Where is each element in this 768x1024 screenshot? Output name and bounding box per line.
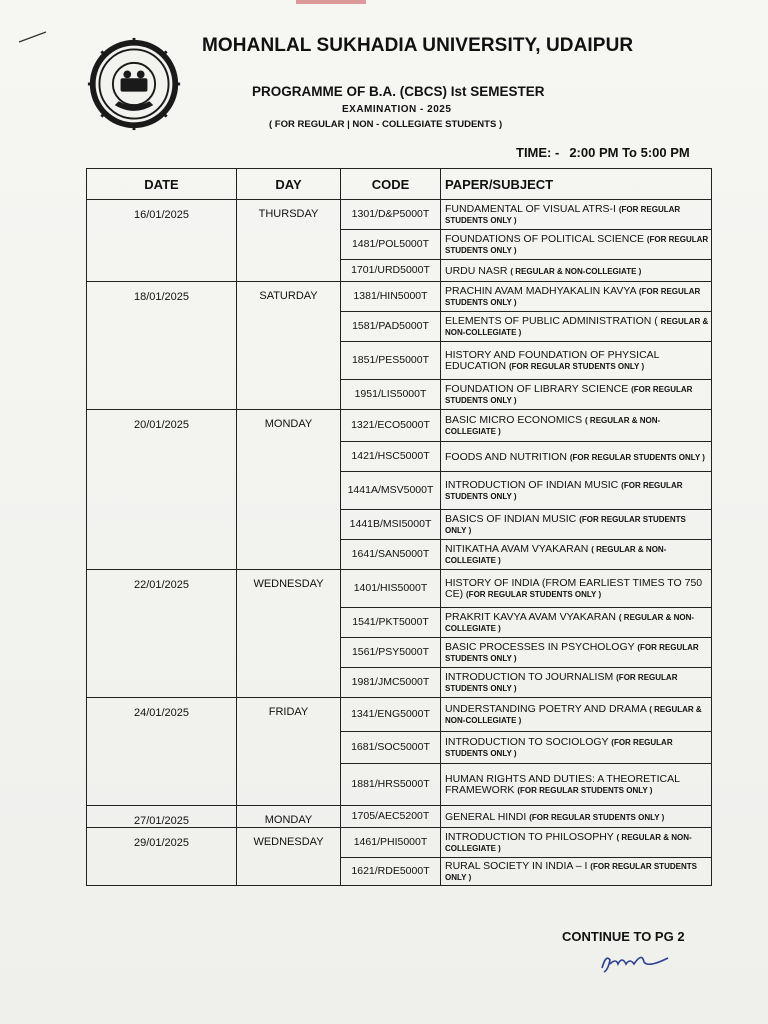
paper-note: (FOR REGULAR STUDENTS ONLY ) <box>445 481 683 501</box>
table-row <box>87 282 712 312</box>
paper-subject-cell <box>441 410 712 442</box>
university-title: MOHANLAL SUKHADIA UNIVERSITY, UDAIPUR <box>202 35 634 56</box>
paper-code-cell <box>341 668 441 698</box>
table-row <box>87 200 712 230</box>
paper-note: (FOR REGULAR STUDENTS ONLY ) <box>445 235 709 255</box>
exam-date: 24/01/2025 <box>87 698 237 806</box>
time-value: 2:00 PM To 5:00 PM <box>569 145 690 160</box>
paper-note: (FOR REGULAR STUDENTS ONLY ) <box>445 515 686 535</box>
table-header-row <box>87 169 712 200</box>
header-paper: PAPER/SUBJECT <box>441 169 712 200</box>
paper-subject: ELEMENTS OF PUBLIC ADMINISTRATION ( <box>445 315 658 327</box>
paper-note: (FOR REGULAR STUDENTS ONLY ) <box>445 862 697 882</box>
paper-note: (FOR REGULAR STUDENTS ONLY ) <box>529 812 665 822</box>
programme-title: PROGRAMME OF B.A. (CBCS) Ist SEMESTER <box>252 84 545 99</box>
table-row <box>87 806 712 828</box>
paper-note: ( REGULAR & NON-COLLEGIATE ) <box>445 705 702 725</box>
paper-code: 1381/HIN5000T <box>353 290 428 302</box>
exam-day: MONDAY <box>237 806 341 828</box>
table-row <box>87 828 712 858</box>
paper-code: 1705/AEC5200T <box>351 810 430 822</box>
paper-code: 1441A/MSV5000T <box>347 484 434 496</box>
paper-subject: FOUNDATIONS OF POLITICAL SCIENCE <box>445 233 644 245</box>
paper-subject: FOODS AND NUTRITION <box>445 450 567 463</box>
paper-code: 1541/PKT5000T <box>352 616 429 628</box>
paper-code-cell <box>341 200 441 230</box>
paper-note: REGULAR & NON-COLLEGIATE ) <box>445 317 709 337</box>
paper-note: (FOR REGULAR STUDENTS ONLY ) <box>445 205 681 225</box>
paper-code-cell <box>341 764 441 806</box>
paper-code: 1621/RDE5000T <box>351 865 430 877</box>
paper-subject: INTRODUCTION TO JOURNALISM <box>445 671 614 683</box>
paper-code: 1481/POL5000T <box>351 238 430 250</box>
paper-note: (FOR REGULAR STUDENTS ONLY ) <box>445 287 701 307</box>
paper-code-cell <box>341 472 441 510</box>
exam-day: SATURDAY <box>237 282 341 410</box>
paper-code-cell <box>341 570 441 608</box>
paper-subject: PRACHIN AVAM MADHYAKALIN KAVYA <box>445 285 636 297</box>
paper-note: (FOR REGULAR STUDENTS ONLY ) <box>445 738 673 758</box>
paper-note: ( REGULAR & NON-COLLEGIATE ) <box>445 545 667 565</box>
paper-code: 1321/ECO5000T <box>351 419 430 431</box>
table-row <box>87 410 712 442</box>
paper-subject-cell <box>441 638 712 668</box>
paper-subject: HUMAN RIGHTS AND DUTIES: A THEORETICAL FRAMEWORK <box>445 773 680 796</box>
exam-date: 29/01/2025 <box>87 828 237 886</box>
paper-code-cell <box>341 638 441 668</box>
paper-subject-cell <box>441 472 712 510</box>
paper-code: 1641/SAN5000T <box>351 548 430 560</box>
paper-subject-cell <box>441 260 712 282</box>
paper-code: 1981/JMC5000T <box>351 676 430 688</box>
top-edge-mark <box>296 0 366 4</box>
paper-code: 1301/D&P5000T <box>351 208 430 220</box>
paper-subject: PRAKRIT KAVYA AVAM VYAKARAN <box>445 611 616 623</box>
paper-code: 1581/PAD5000T <box>352 320 429 332</box>
paper-subject: GENERAL HINDI <box>445 810 527 823</box>
paper-subject: RURAL SOCIETY IN INDIA – I <box>445 860 588 872</box>
paper-code-cell <box>341 380 441 410</box>
paper-subject-cell <box>441 828 712 858</box>
paper-code: 1441B/MSI5000T <box>349 518 432 530</box>
schedule-body <box>87 200 712 886</box>
continue-note: CONTINUE TO PG 2 <box>562 929 685 944</box>
paper-subject-cell <box>441 200 712 230</box>
university-seal-icon <box>86 36 182 132</box>
paper-code-cell <box>341 698 441 732</box>
paper-code-cell <box>341 540 441 570</box>
paper-code: 1461/PHI5000T <box>353 836 428 848</box>
paper-code-cell <box>341 410 441 442</box>
paper-subject: HISTORY AND FOUNDATION OF PHYSICAL EDUCATION <box>445 349 660 372</box>
paper-note: (FOR REGULAR STUDENTS ONLY ) <box>445 385 693 405</box>
paper-subject-cell <box>441 282 712 312</box>
examination-label: EXAMINATION - 2025 <box>342 104 452 115</box>
exam-date: 20/01/2025 <box>87 410 237 570</box>
exam-day: FRIDAY <box>237 698 341 806</box>
paper-subject: UNDERSTANDING POETRY AND DRAMA <box>445 703 647 715</box>
exam-time <box>516 145 690 160</box>
paper-code: 1421/HSC5000T <box>351 450 430 462</box>
paper-code-cell <box>341 260 441 282</box>
paper-note: (FOR REGULAR STUDENTS ONLY ) <box>569 452 705 462</box>
exam-date: 18/01/2025 <box>87 282 237 410</box>
paper-subject-cell <box>441 806 712 828</box>
paper-subject: FOUNDATION OF LIBRARY SCIENCE <box>445 383 629 395</box>
paper-subject: INTRODUCTION TO PHILOSOPHY <box>445 831 614 843</box>
paper-subject-cell <box>441 540 712 570</box>
paper-subject: HISTORY OF INDIA (FROM EARLIEST TIMES TO 750 CE) <box>445 577 703 600</box>
paper-note: (FOR REGULAR STUDENTS ONLY ) <box>508 362 645 371</box>
paper-code-cell <box>341 282 441 312</box>
paper-code: 1951/LIS5000T <box>354 388 427 400</box>
paper-code-cell <box>341 806 441 828</box>
header-day: DAY <box>237 169 341 200</box>
exam-date: 16/01/2025 <box>87 200 237 282</box>
paper-note: (FOR REGULAR STUDENTS ONLY ) <box>466 590 602 599</box>
time-label: TIME: - <box>516 145 560 160</box>
paper-subject: INTRODUCTION TO SOCIOLOGY <box>445 736 609 748</box>
paper-subject: NITIKATHA AVAM VYAKARAN <box>445 543 589 555</box>
paper-subject-cell <box>441 230 712 260</box>
header-code: CODE <box>341 169 441 200</box>
paper-code-cell <box>341 732 441 764</box>
paper-subject-cell <box>441 570 712 608</box>
paper-code: 1681/SOC5000T <box>351 741 430 753</box>
paper-code: 1341/ENG5000T <box>351 708 430 720</box>
paper-subject-cell <box>441 732 712 764</box>
paper-subject-cell <box>441 858 712 886</box>
paper-subject: BASIC MICRO ECONOMICS <box>445 414 583 426</box>
paper-note: ( REGULAR & NON-COLLEGIATE ) <box>445 416 661 436</box>
paper-code-cell <box>341 442 441 472</box>
paper-subject-cell <box>441 380 712 410</box>
paper-code-cell <box>341 510 441 540</box>
exam-day: MONDAY <box>237 410 341 570</box>
paper-code-cell <box>341 858 441 886</box>
paper-subject-cell <box>441 668 712 698</box>
paper-subject: BASICS OF INDIAN MUSIC <box>445 513 577 525</box>
exam-date: 22/01/2025 <box>87 570 237 698</box>
paper-subject-cell <box>441 342 712 380</box>
paper-code: 1701/URD5000T <box>351 264 430 276</box>
paper-code-cell <box>341 342 441 380</box>
paper-subject-cell <box>441 698 712 732</box>
exam-schedule-table <box>86 168 712 886</box>
paper-note: (FOR REGULAR STUDENTS ONLY ) <box>445 643 699 663</box>
paper-code: 1851/PES5000T <box>351 354 430 366</box>
table-row <box>87 570 712 608</box>
paper-subject-cell <box>441 312 712 342</box>
paper-subject-cell <box>441 510 712 540</box>
paper-code-cell <box>341 828 441 858</box>
header-date: DATE <box>87 169 237 200</box>
paper-subject: BASIC PROCESSES IN PSYCHOLOGY <box>445 641 635 653</box>
paper-subject: INTRODUCTION OF INDIAN MUSIC <box>445 479 619 491</box>
paper-code-cell <box>341 230 441 260</box>
paper-code: 1401/HIS5000T <box>353 582 428 594</box>
exam-day: WEDNESDAY <box>237 570 341 698</box>
paper-subject: FUNDAMENTAL OF VISUAL ATRS-I <box>445 203 616 215</box>
exam-date: 27/01/2025 <box>87 806 237 828</box>
paper-note: (FOR REGULAR STUDENTS ONLY ) <box>445 673 678 693</box>
paper-code-cell <box>341 608 441 638</box>
pen-mark <box>18 30 48 44</box>
paper-subject-cell <box>441 608 712 638</box>
table-row <box>87 698 712 732</box>
paper-subject-cell <box>441 764 712 806</box>
paper-code-cell <box>341 312 441 342</box>
paper-code: 1561/PSY5000T <box>351 646 430 658</box>
paper-subject: URDU NASR <box>445 264 508 277</box>
paper-note: ( REGULAR & NON-COLLEGIATE ) <box>445 613 695 633</box>
exam-day: WEDNESDAY <box>237 828 341 886</box>
paper-code: 1881/HRS5000T <box>351 778 430 790</box>
paper-note: (FOR REGULAR STUDENTS ONLY ) <box>517 786 653 795</box>
paper-note: ( REGULAR & NON-COLLEGIATE ) <box>445 833 692 853</box>
paper-note: ( REGULAR & NON-COLLEGIATE ) <box>510 266 642 276</box>
students-note: ( FOR REGULAR | NON - COLLEGIATE STUDENTS ) <box>269 119 503 130</box>
signature-mark <box>598 950 678 976</box>
paper-subject-cell <box>441 442 712 472</box>
exam-day: THURSDAY <box>237 200 341 282</box>
